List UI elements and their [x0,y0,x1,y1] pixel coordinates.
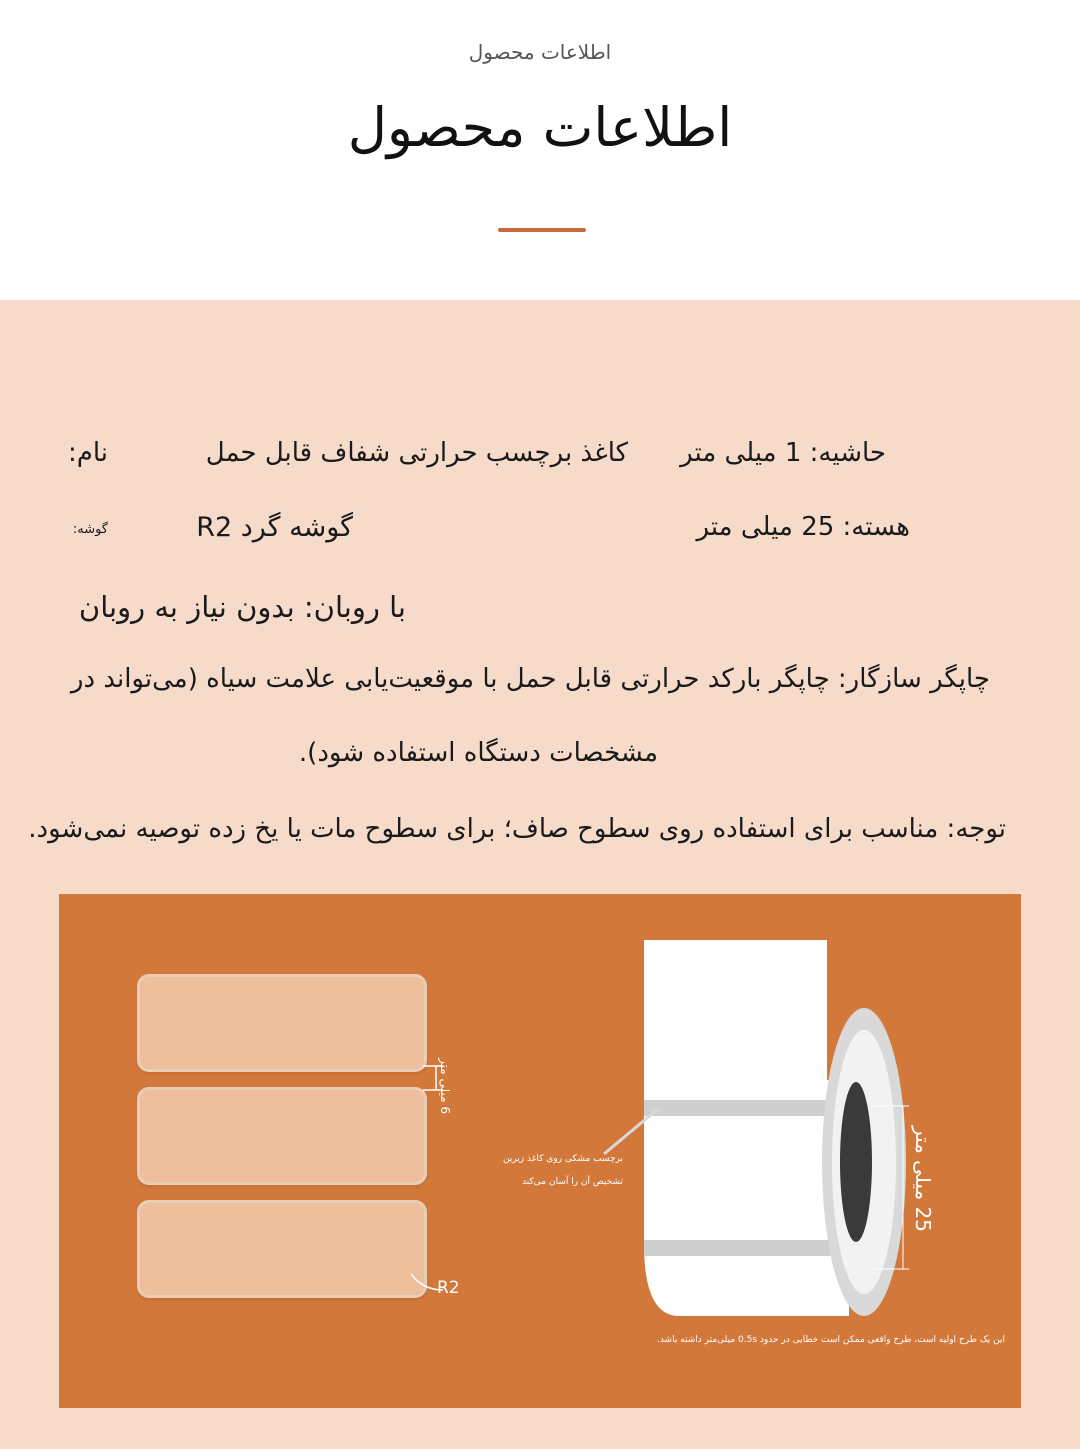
title-underline [498,228,586,232]
diagram-drawing [59,894,1021,1408]
printer-spec-line2: مشخصات دستگاه استفاده شود). [298,738,658,768]
usage-note: توجه: مناسب برای استفاده روی سطوح صاف؛ برای سطوح مات یا یخ زده توصیه نمی‌شود. [28,814,1006,844]
paper-sheet [644,940,827,1080]
ribbon-spec: با روبان: بدون نیاز به روبان [78,590,406,624]
core-size-label: 25 میلی متر [911,1126,935,1232]
black-mark-band [644,1100,844,1116]
name-label: نام: [67,438,108,468]
mark-note-line2: تشخیص آن را آسان می‌کند [522,1177,623,1187]
corner-label: گوشه: [72,522,108,537]
mark-note-line1: برچسب مشکی روی کاغذ زیرین [502,1154,623,1164]
corner-value: گوشه گرد R2 [196,512,353,543]
label-diagram [59,894,1021,1408]
corner-radius-label: R2 [437,1278,460,1298]
page-title: اطلاعات محصول [347,96,733,159]
page-subtitle: اطلاعات محصول [468,40,612,64]
gap-label: 6 میلی متر [438,1058,452,1114]
core-spec: هسته: 25 میلی متر [696,512,910,542]
name-value: کاغذ برچسب حرارتی شفاف قابل حمل [205,438,628,468]
printer-spec-line1: چاپگر سازگار: چاپگر بارکد حرارتی قابل حمل با موقعیت‌یابی علامت سیاه (می‌تواند در [70,664,990,694]
black-mark-band [644,1240,844,1256]
diagram-footnote: این یک طرح اولیه است، طرح واقعی ممکن است خطایی در حدود 0.5s میلی‌متر داشته باشد. [656,1335,1005,1345]
roll-core [840,1082,872,1242]
margin-spec: حاشیه: 1 میلی متر [680,438,886,468]
